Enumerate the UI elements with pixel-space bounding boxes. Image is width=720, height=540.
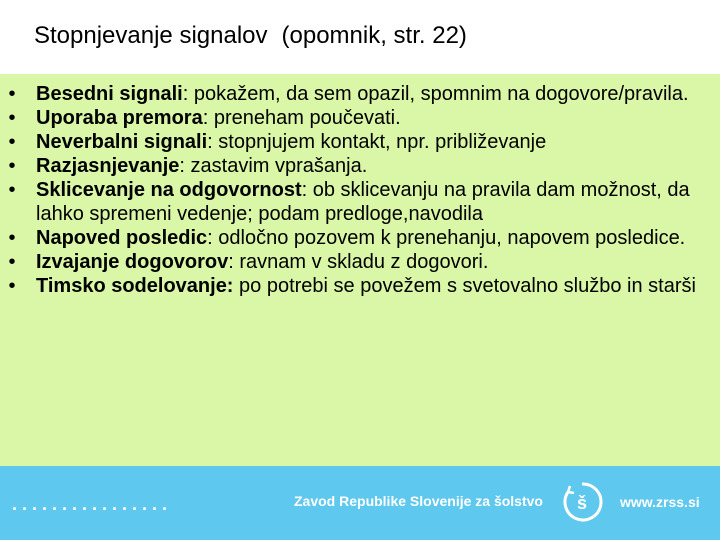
footer-url[interactable]: www.zrss.si [620, 494, 700, 510]
list-item [0, 178, 720, 226]
list-item [0, 226, 720, 250]
bullet-dot: • [8, 179, 16, 201]
list-item [0, 106, 720, 130]
bullet-list [0, 82, 720, 298]
bullet-dot: • [8, 275, 16, 297]
zrss-logo-icon [560, 480, 604, 524]
bullet-term: Razjasnjevanje [36, 155, 180, 177]
bullet-term: Uporaba premora [36, 107, 203, 129]
bullet-term: Sklicevanje na odgovornost [36, 179, 302, 201]
bullet-dot: • [8, 227, 16, 249]
bullet-text: : pokažem, da sem opazil, spomnim na dogovore/pravila. [182, 83, 689, 105]
bullet-text: : preneham poučevati. [202, 107, 401, 129]
bullet-term: Besedni signali [36, 83, 183, 105]
footer-dots: ................ [12, 494, 173, 514]
bullet-term: Izvajanje dogovorov [36, 251, 229, 273]
bullet-text: : stopnjujem kontakt, npr. približevanje [207, 131, 547, 153]
organization-name: Zavod Republike Slovenije za šolstvo [294, 493, 543, 509]
bullet-dot: • [8, 155, 16, 177]
svg-text:š: š [576, 493, 588, 513]
bullet-dot: • [8, 251, 16, 273]
content-area [0, 74, 720, 466]
bullet-text: : odločno pozovem k prenehanju, napovem posledice. [207, 227, 686, 249]
bullet-term: Napoved posledic [36, 227, 208, 249]
bullet-text: : zastavim vprašanja. [179, 155, 368, 177]
title-main: Stopnjevanje signalov [34, 22, 268, 49]
bullet-term: Timsko sodelovanje: [36, 275, 234, 297]
bullet-dot: • [8, 131, 16, 153]
slide-title [34, 22, 467, 50]
bullet-text: po potrebi se povežem s svetovalno službo in starši [233, 275, 696, 297]
bullet-term: Neverbalni signali [36, 131, 208, 153]
list-item [0, 250, 720, 274]
footer-bar [0, 466, 720, 540]
bullet-dot: • [8, 107, 16, 129]
list-item [0, 274, 720, 298]
title-subtitle: (opomnik, str. 22) [281, 22, 467, 49]
bullet-text: : ob sklicevanju na pravila dam možnost, da lahko spremeni vedenje; podam predloge,navodila [36, 179, 690, 225]
bullet-dot: • [8, 83, 16, 105]
title-area [0, 0, 720, 72]
list-item [0, 154, 720, 178]
bullet-text: : ravnam v skladu z dogovori. [228, 251, 489, 273]
list-item [0, 130, 720, 154]
list-item [0, 82, 720, 106]
